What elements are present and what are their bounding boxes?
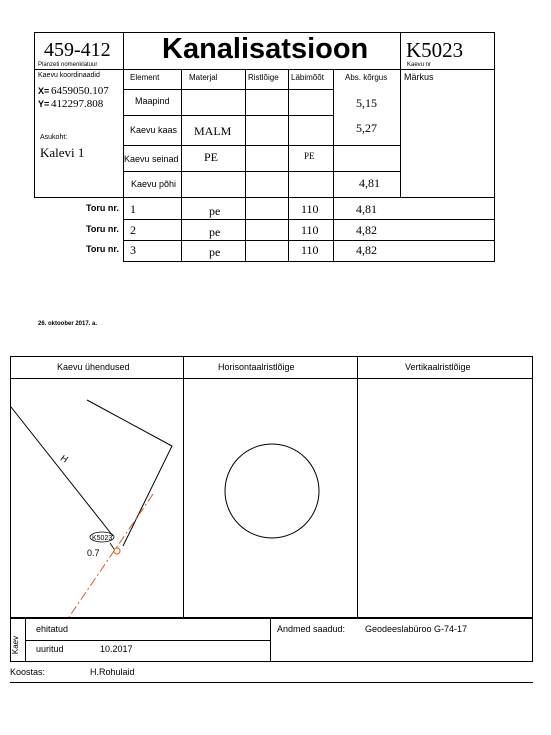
connections-sketch (11, 379, 182, 617)
right-frame-line (494, 32, 495, 262)
header-divider-left (123, 32, 124, 262)
panel-title-connections: Kaevu ühendused (57, 362, 130, 372)
header-divider-right (400, 32, 401, 198)
row-line-7 (123, 240, 494, 241)
pipe-diameter-1: 110 (301, 202, 319, 216)
pipe-material-1: pe (209, 204, 221, 218)
well-label: K5023 (92, 535, 113, 542)
compiled-line (10, 682, 533, 683)
pipe-height-3: 4,82 (356, 243, 377, 257)
pipe-material-2: pe (209, 225, 221, 239)
row-line-4 (123, 171, 400, 172)
footer-row-line (25, 640, 270, 641)
row-line-3 (123, 145, 400, 146)
panel-title-horizontal: Horisontaalristlõige (218, 362, 295, 372)
col-line-2 (245, 69, 246, 262)
row-height-4: 4,81 (359, 176, 380, 190)
source-label: Andmed saadud: (277, 624, 346, 634)
pipe-diameter-2: 110 (301, 223, 319, 237)
built-label: ehitatud (36, 624, 69, 634)
location-value: Kalevi 1 (40, 145, 85, 160)
pipe-diameter-3: 110 (301, 243, 319, 257)
surveyed-value: 10.2017 (100, 644, 133, 654)
row-material-3: PE (204, 150, 219, 164)
row-element-1: Maapind (135, 96, 170, 106)
row-element-2: Kaevu kaas (130, 125, 178, 135)
col-header-cross: Ristlõige (248, 73, 279, 82)
well-marker (114, 548, 120, 554)
row-line-6 (123, 219, 494, 220)
offset-tick (110, 543, 114, 549)
pipe-nr-1: 1 (130, 202, 136, 216)
row-line-8 (123, 261, 494, 262)
well-caption: Kaevu nr (407, 62, 432, 68)
page-title: Kanalisatsioon (162, 33, 369, 65)
left-frame-line (34, 32, 35, 198)
pipe-nr-2: 2 (130, 223, 136, 237)
pipe-line (69, 494, 153, 617)
x-value: 6459050.107 (51, 85, 109, 97)
row-line-1 (123, 89, 333, 90)
coords-label: Kaevu koordinaadid (38, 72, 100, 79)
compiled-value: H.Rohulaid (90, 667, 135, 677)
pipe-label-2: Toru nr. (86, 224, 119, 234)
y-label: Y= (38, 99, 50, 109)
building-outline (87, 400, 172, 546)
row-height-2: 5,27 (356, 121, 377, 135)
section-circle (225, 444, 319, 538)
sheet-caption: Planzeti nomenklatuur (38, 62, 98, 68)
col-header-height: Abs. kõrgus (345, 73, 388, 82)
pipe-label-3: Toru nr. (86, 244, 119, 254)
horizontal-section (184, 379, 356, 617)
col-line-4 (333, 69, 334, 262)
h-label: H (59, 452, 70, 465)
panel-title-vertical: Vertikaalristlõige (405, 362, 471, 372)
row-line-5 (34, 197, 494, 198)
footer-divider-mid (270, 618, 271, 662)
col-header-notes: Märkus (404, 72, 434, 82)
pipe-material-3: pe (209, 245, 221, 259)
surveyed-label: uuritud (36, 644, 64, 654)
header-bottom-line (34, 69, 494, 70)
pipe-height-2: 4,82 (356, 223, 377, 237)
building-edge (11, 407, 113, 536)
document-date: 26. oktoober 2017. a. (38, 321, 98, 327)
location-label: Asukoht: (40, 134, 68, 141)
pipe-nr-3: 3 (130, 243, 136, 257)
col-header-diameter: Läbimõõt (291, 73, 324, 82)
row-line-2 (123, 115, 333, 116)
sheet-number: 459-412 (44, 39, 111, 61)
row-element-4: Kaevu põhi (131, 179, 177, 189)
y-value: 412297.808 (51, 98, 104, 110)
compiled-label: Koostas: (10, 667, 46, 677)
panel-divider-2 (357, 356, 358, 618)
row-element-3: Kaevu seinad (124, 154, 179, 164)
col-header-element: Element (130, 73, 160, 82)
row-material-2: MALM (194, 124, 232, 138)
footer-side-label: Kaev (11, 635, 21, 655)
source-value: Geodeeslabüroo G-74-17 (365, 624, 468, 634)
offset-label: 0.7 (87, 548, 100, 558)
pipe-height-1: 4,81 (356, 202, 377, 216)
x-label: X= (38, 86, 50, 96)
col-header-material: Materjal (189, 73, 218, 82)
row-diameter-3: PE (304, 151, 315, 161)
pipe-label-1: Toru nr. (86, 203, 119, 213)
col-line-1 (181, 69, 182, 262)
row-height-1: 5,15 (356, 96, 377, 110)
col-line-3 (288, 69, 289, 262)
well-id: K5023 (406, 38, 464, 62)
